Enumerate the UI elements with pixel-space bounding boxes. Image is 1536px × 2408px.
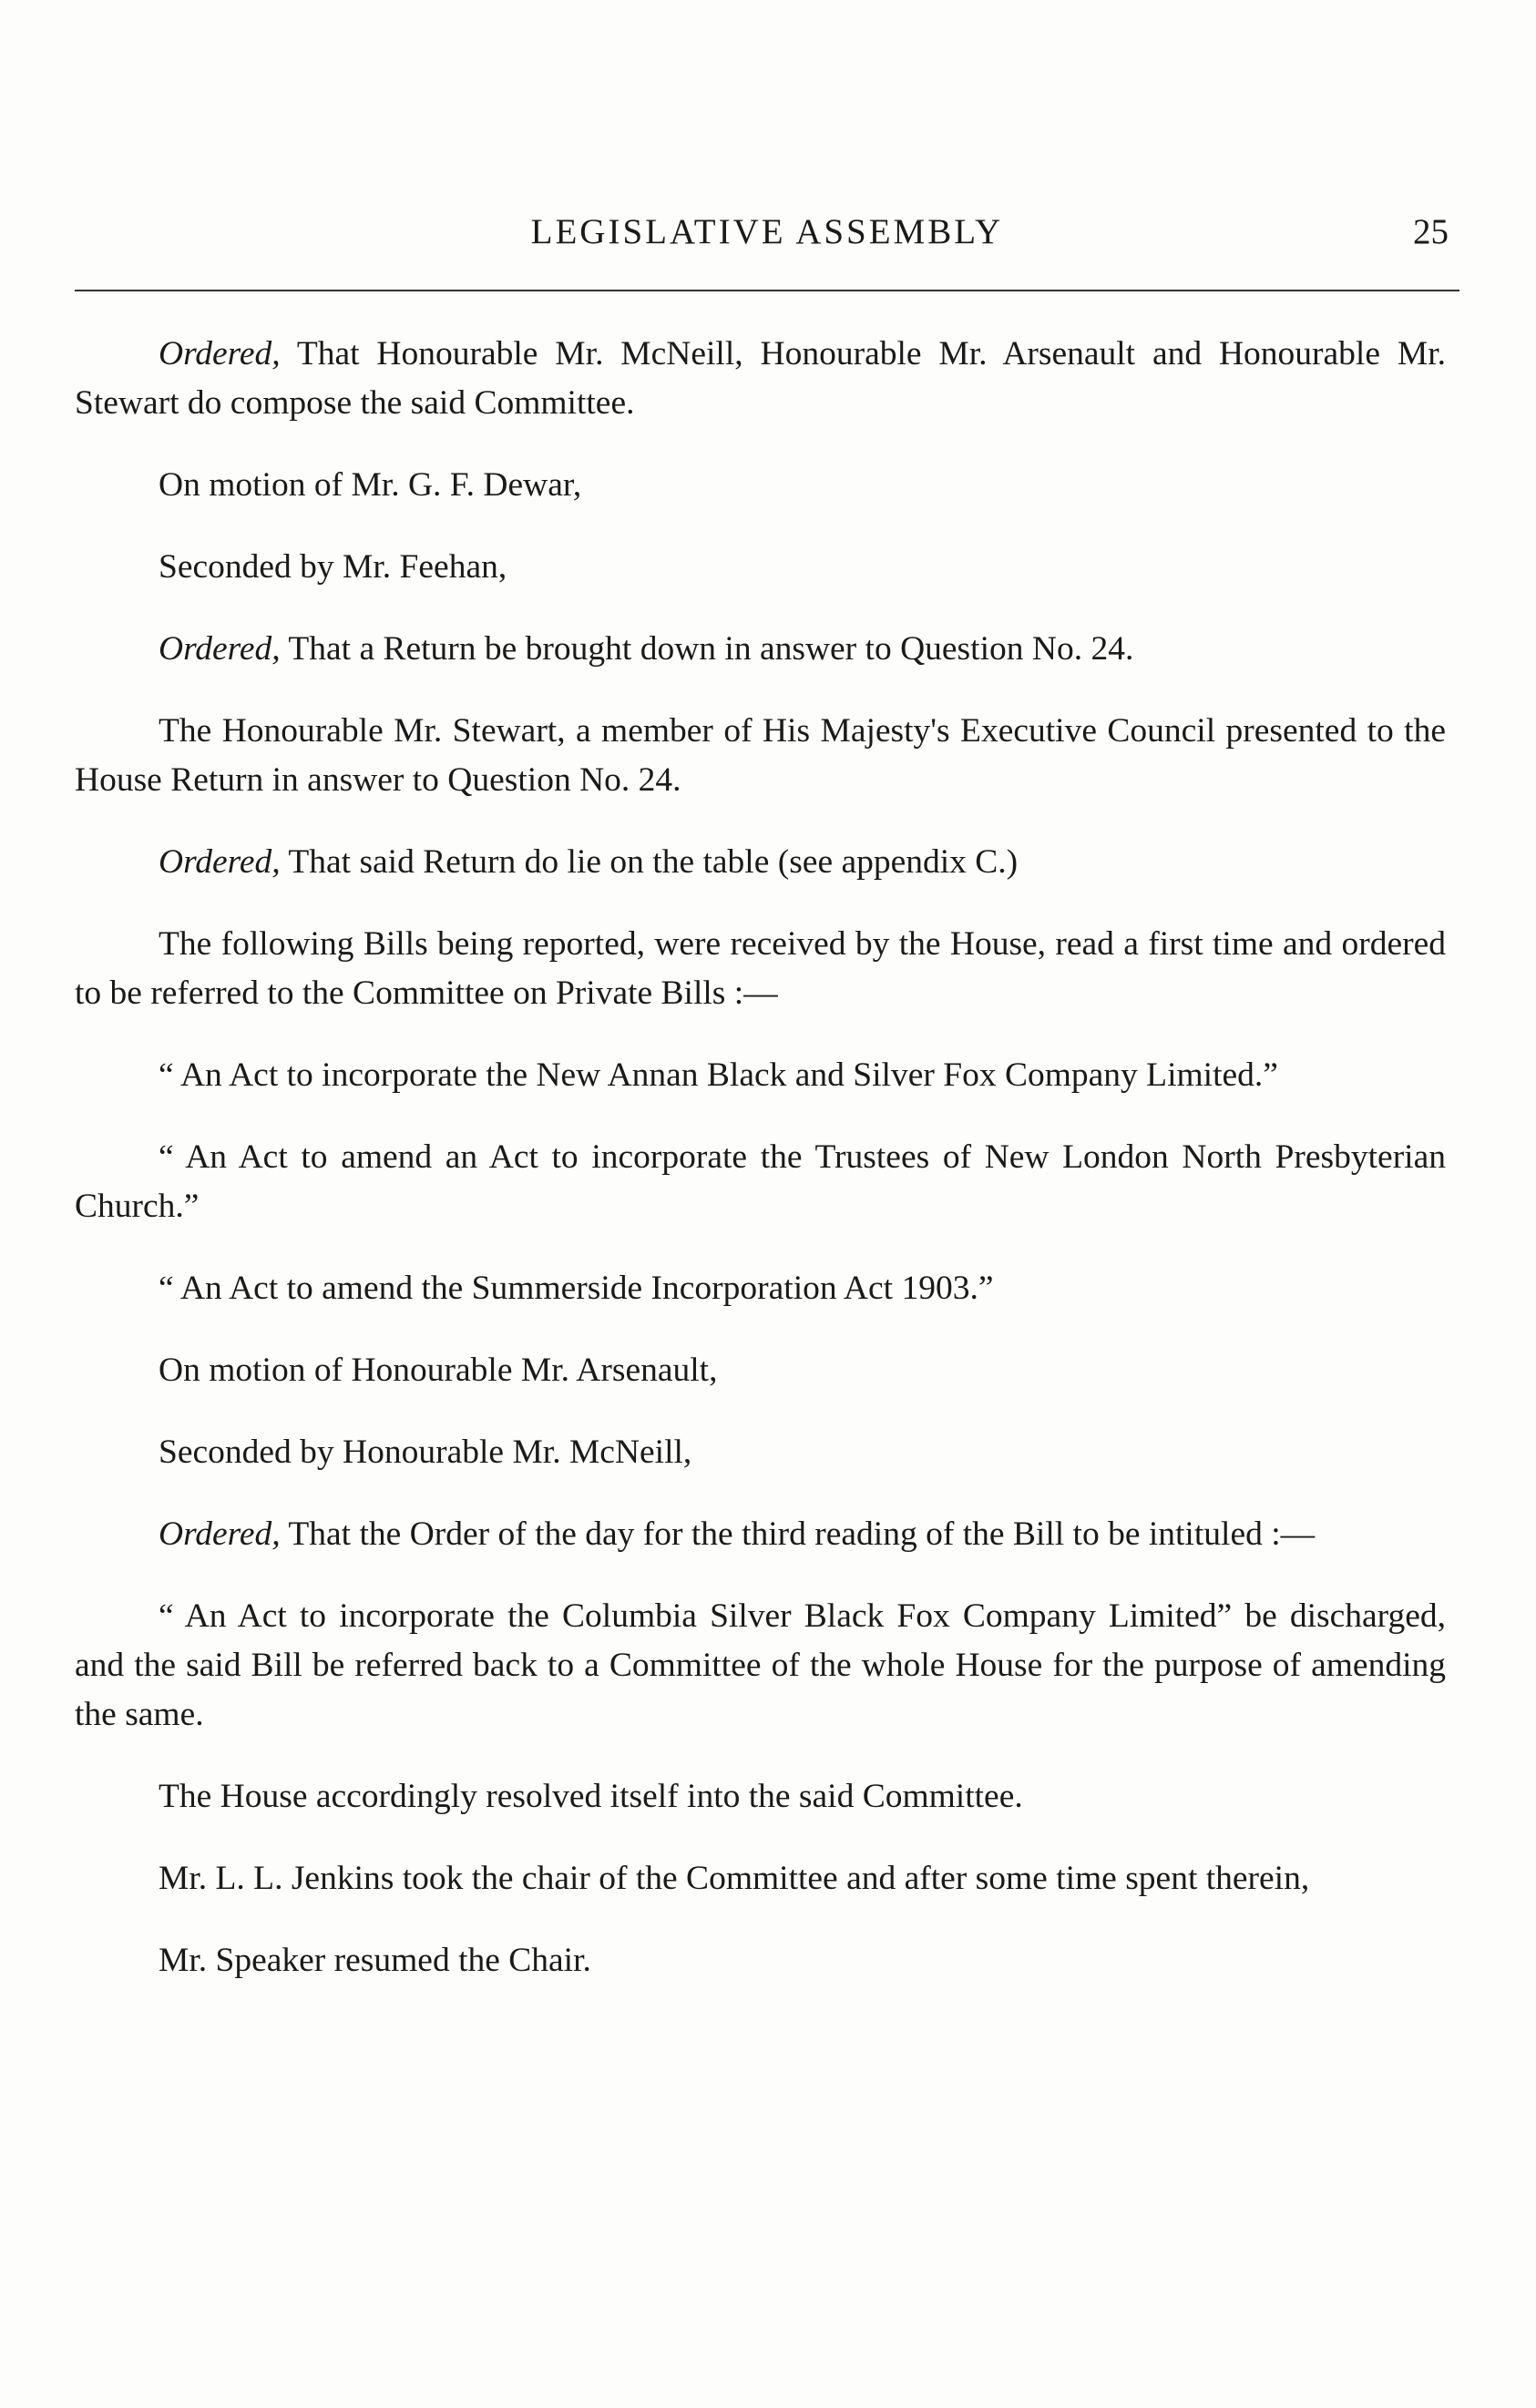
paragraph-text: “ An Act to amend the Summerside Incorporation Act 1903.” xyxy=(159,1270,994,1307)
paragraph-text: “ An Act to incorporate the New Annan Black and Silver Fox Company Limited.” xyxy=(159,1056,1278,1094)
paragraph-text: That Honourable Mr. McNeill, Honourable Mr. Arsenault and Honourable Mr. Stewart do compose the said Committee. xyxy=(75,335,1446,422)
paragraph-text: That a Return be brought down in answer to Question No. 24. xyxy=(280,630,1134,668)
page-number: 25 xyxy=(1413,212,1449,251)
paragraph xyxy=(75,1510,1446,1559)
paragraph xyxy=(75,1428,1446,1477)
ordered-label: Ordered, xyxy=(159,843,281,881)
paragraph-text: “ An Act to incorporate the Columbia Silver Black Fox Company Limited” be discharged, and the said Bill be referred back to a Committee of the whole House for the purpose of amending the same. xyxy=(75,1597,1446,1733)
page-title: LEGISLATIVE ASSEMBLY xyxy=(530,212,1004,251)
paragraph xyxy=(75,1854,1446,1903)
bill-title xyxy=(75,1264,1446,1313)
paragraph xyxy=(75,1772,1446,1821)
paragraph-text: The House accordingly resolved itself into the said Committee. xyxy=(159,1778,1023,1815)
ordered-label: Ordered, xyxy=(159,630,281,668)
paragraph xyxy=(75,707,1446,805)
paragraph xyxy=(75,461,1446,510)
paragraph-text: Seconded by Honourable Mr. McNeill, xyxy=(159,1434,692,1471)
ordered-label: Ordered, xyxy=(159,1515,281,1553)
paragraph xyxy=(75,1346,1446,1395)
bill-title xyxy=(75,1051,1446,1100)
paragraph xyxy=(75,920,1446,1018)
paragraph xyxy=(75,838,1446,887)
paragraph-text: On motion of Honourable Mr. Arsenault, xyxy=(159,1352,718,1389)
bill-title xyxy=(75,1592,1446,1740)
header-rule xyxy=(75,290,1459,291)
paragraph-text: Seconded by Mr. Feehan, xyxy=(159,548,507,586)
paragraph xyxy=(75,625,1446,674)
paragraph-text: That said Return do lie on the table (see appendix C.) xyxy=(280,843,1019,881)
paragraph-text: The following Bills being reported, were received by the House, read a first time and ordered to be referred to the Committee on Private Bills :— xyxy=(75,925,1446,1012)
paragraph-text: The Honourable Mr. Stewart, a member of His Majesty's Executive Council presented to the House Return in answer to Question No. 24. xyxy=(75,712,1446,799)
paragraph-text: Mr. L. L. Jenkins took the chair of the Committee and after some time spent therein, xyxy=(159,1860,1310,1897)
paragraph xyxy=(75,1936,1446,1985)
paragraph xyxy=(75,330,1446,428)
paragraph-text: That the Order of the day for the third reading of the Bill to be intituled :— xyxy=(280,1515,1316,1553)
paragraph-text: “ An Act to amend an Act to incorporate the Trustees of New London North Presbyterian Church.” xyxy=(75,1138,1446,1225)
bill-title xyxy=(75,1133,1446,1231)
page-header xyxy=(75,211,1459,266)
paragraph xyxy=(75,543,1446,592)
ordered-label: Ordered, xyxy=(159,335,281,372)
paragraph-text: Mr. Speaker resumed the Chair. xyxy=(159,1942,591,1979)
paragraph-text: On motion of Mr. G. F. Dewar, xyxy=(159,466,582,504)
page-body xyxy=(75,330,1446,2018)
